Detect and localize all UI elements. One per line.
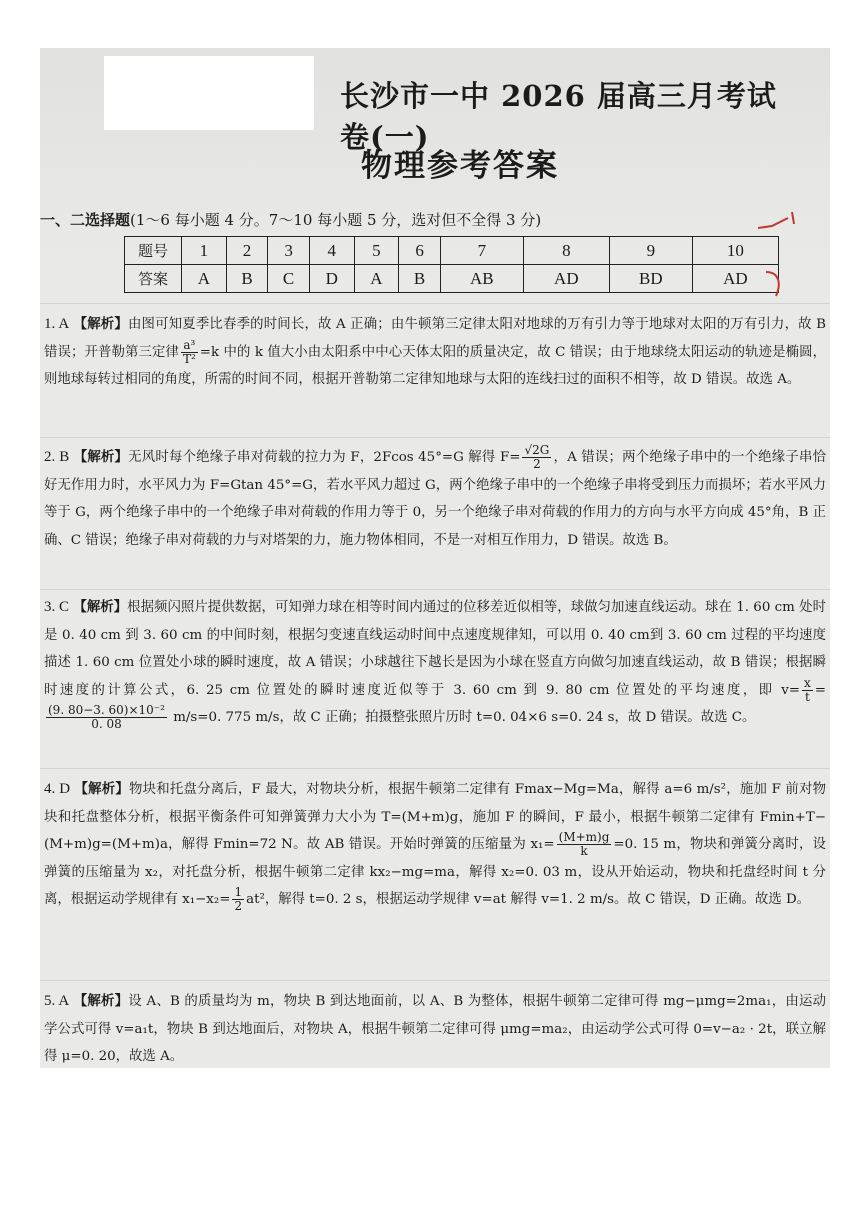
fraction: [557, 831, 612, 858]
answer-cell: B: [399, 265, 441, 293]
fraction-numerator: a³: [181, 339, 198, 353]
blank-label-area: [104, 56, 314, 130]
divider: [40, 980, 830, 981]
fraction-numerator: x: [803, 675, 811, 690]
solution-text: =k 中的 k 值大小由太阳系中中心天体太阳的质量决定，故 C 错误；由于地球绕太阳运动的轨迹是椭圆，则地球每转过相同的角度，所需的时间不同，根据开普勒第二定律知地球与太阳的连线扫过的面积不相等，故 D 错误。故选 A。: [44, 344, 827, 387]
fraction-numerator: 1: [234, 885, 243, 899]
answer-cell: C: [268, 265, 310, 293]
fraction: [181, 339, 198, 366]
row-label-number: 题号: [125, 237, 182, 265]
analysis-tag: 【解析】: [73, 449, 129, 465]
answer-cell: AB: [440, 265, 523, 293]
question-number: 2: [226, 237, 268, 265]
question-number: 5: [354, 237, 399, 265]
solution-1: [44, 311, 826, 394]
question-number: 10: [692, 237, 778, 265]
answer-table: [124, 236, 779, 293]
solution-text: 由图可知夏季比春季的时间长，故 A 正确；由牛顿第三定律太阳对地球的万有引力等于地球对太阳的万有引力，故 B 错误；开普勒第三定律: [44, 317, 827, 360]
answer-table-answer-row: [125, 265, 779, 293]
fraction: [46, 704, 167, 731]
divider: [40, 589, 830, 590]
divider: [40, 768, 830, 769]
solution-3: [44, 594, 826, 732]
solution-5: [44, 988, 826, 1071]
answer-cell: AD: [692, 265, 778, 293]
solution-2: [44, 444, 826, 554]
fraction-denominator: 2: [533, 457, 541, 471]
question-number: 6: [399, 237, 441, 265]
fraction-denominator: k: [580, 844, 588, 858]
answer-cell: B: [226, 265, 268, 293]
solution-text: at²，解得 t=0. 2 s，根据运动学规律 v=at 解得 v=1. 2 m/s。故 C 错误，D 正确。故选 D。: [246, 892, 811, 907]
exam-title: 长沙市一中 2026 届高三月考试卷(一): [340, 79, 777, 154]
question-number: 4: [309, 237, 354, 265]
divider: [40, 303, 830, 304]
analysis-tag: 【解析】: [73, 599, 128, 615]
solution-number: 3. C: [44, 599, 70, 615]
answer-cell: A: [354, 265, 399, 293]
solution-text: ，A 错误；两个绝缘子串中的一个绝缘子串恰好无作用力时，水平风力为 F=Gtan 45°=G，若水平风力超过 G，两个绝缘子串中的一个绝缘子串将受到压力而损坏；若水平风力等于 G，两个绝缘子串中的一个绝缘子串对荷载的作用力等于 0，另一个绝缘子串对荷载的作用力的方向与水平方向成 45°角，B 正确、C 错误；绝缘子串对荷载的力与对塔架的力，施力物体相同，不是一对相互作用力，D 错误。故选 B。: [44, 450, 826, 548]
fraction-denominator: t: [804, 689, 810, 704]
analysis-tag: 【解析】: [74, 781, 130, 797]
solution-text: 无风时每个绝缘子串对荷载的拉力为 F，2Fcos 45°=G 解得 F=: [128, 450, 521, 465]
question-number: 9: [609, 237, 692, 265]
solution-number: 1. A: [44, 316, 70, 332]
answer-cell: A: [182, 265, 227, 293]
solution-text: =0. 15 m，物块和弹簧分离时，设弹簧的压缩量为 x₂，对托盘分析，根据牛顿第二定律 kx₂−mg=ma，解得 x₂=0. 03 m，设从开始运动，物块和托盘经时间 t 分离，根据运动学规律有 x₁−x₂=: [44, 837, 827, 907]
fraction-numerator: (M+m)g: [558, 830, 610, 844]
fraction: [802, 677, 813, 704]
fraction-denominator: 2: [234, 899, 243, 913]
row-label-answer: 答案: [125, 265, 182, 293]
solution-text: m/s=0. 775 m/s，故 C 正确；拍摄整张照片历时 t=0. 04×6 s=0. 24 s，故 D 错误。故选 C。: [168, 710, 756, 725]
fraction: [522, 444, 551, 471]
solution-number: 5. A: [44, 993, 70, 1009]
question-number: 3: [268, 237, 310, 265]
solution-number: 2. B: [44, 449, 70, 465]
section-heading-label: 一、二选择题: [40, 211, 131, 229]
answer-cell: BD: [609, 265, 692, 293]
solution-text: 物块和托盘分离后，F 最大，对物块分析，根据牛顿第二定律有 Fmax−Mg=Ma，解得 a=6 m/s²，施加 F 前对物块和托盘整体分析，根据平衡条件可知弹簧弹力大小为 T=(M+m)g，施加 F 的瞬间，F 最小，根据牛顿第二定律有 Fmin+T−(M+m)g=(M+m)a，解得 Fmin=72 N。故 AB 错误。开始时弹簧的压缩量为 x₁=: [44, 782, 826, 852]
fraction-numerator: √2G: [524, 443, 550, 457]
solution-text: 根据频闪照片提供数据，可知弹力球在相等时间内通过的位移差近似相等，球做匀加速直线运动。球在 1. 60 cm 处时是 0. 40 cm 到 3. 60 cm 的中间时刻，根据匀变速直线运动时间中点速度规律知，可以用 0. 40 cm到 3. 60 cm 过程的平均速度描述 1. 60 cm 位置处小球的瞬时速度，故 A 错误；小球越往下越长是因为小球在竖直方向做匀加速直线运动，故 B 错误；根据瞬时速度的计算公式，6. 25 cm 位置处的瞬时速度近似等于 3. 60 cm 到 9. 80 cm 位置处的平均速度，即 v=: [44, 600, 826, 698]
divider: [40, 437, 830, 438]
solution-text: =: [814, 682, 826, 698]
solution-number: 4. D: [44, 781, 71, 797]
section-heading-note: (1～6 每小题 4 分。7～10 每小题 5 分，选对但不全得 3 分): [130, 211, 542, 229]
fraction: [232, 886, 244, 913]
solution-text: 设 A、B 的质量均为 m，物块 B 到达地面前，以 A、B 为整体，根据牛顿第二定律可得 mg−μmg=2ma₁，由运动学公式可得 v=a₁t，物块 B 到达地面后，对物块 A，根据牛顿第二定律可得 μmg=ma₂，由运动学公式可得 0=v−a₂ · 2t，联立解得 μ=0. 20，故选 A。: [44, 994, 827, 1064]
answer-cell: AD: [523, 265, 609, 293]
question-number: 7: [440, 237, 523, 265]
fraction-denominator: 0. 08: [91, 717, 122, 731]
question-number: 8: [523, 237, 609, 265]
fraction-denominator: T²: [182, 351, 196, 366]
analysis-tag: 【解析】: [73, 993, 129, 1009]
answer-cell: D: [309, 265, 354, 293]
question-number: 1: [182, 237, 227, 265]
answer-table-number-row: [125, 237, 779, 265]
answer-key-title: 物理参考答案: [361, 148, 559, 184]
analysis-tag: 【解析】: [73, 316, 128, 332]
solution-4: [44, 776, 826, 914]
section-heading: [40, 209, 800, 230]
fraction-numerator: (9. 80−3. 60)×10⁻²: [48, 703, 165, 717]
red-pen-mark: [748, 204, 808, 304]
